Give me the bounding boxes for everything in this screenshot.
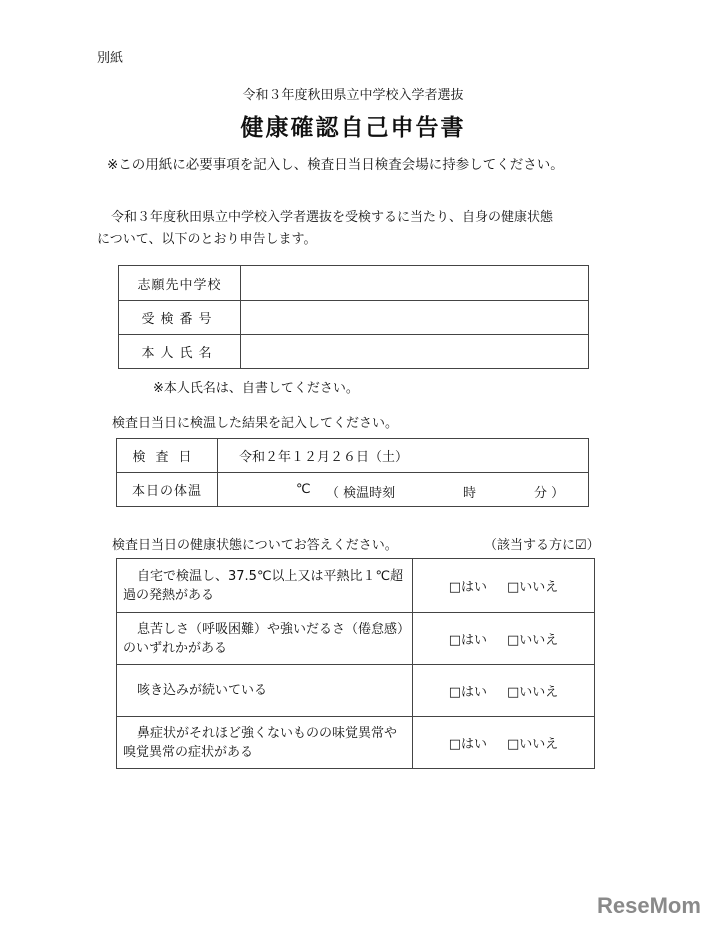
- school-field[interactable]: [241, 266, 589, 301]
- instruction: ※この用紙に必要事項を記入し、検査日当日検査会場に持参してください。: [107, 157, 564, 173]
- time-label: （ 検温時刻: [326, 486, 396, 501]
- yes-checkbox[interactable]: □はい: [448, 737, 487, 752]
- name-note: ※本人氏名は、自書してください。: [153, 381, 359, 396]
- table-row: [117, 717, 595, 769]
- no-checkbox[interactable]: □いいえ: [507, 685, 559, 700]
- intro-line-1: 令和３年度秋田県立中学校入学者選抜を受検するに当たり、自身の健康状態: [111, 210, 554, 225]
- intro-line-2: について、以下のとおり申告します。: [97, 232, 317, 247]
- label-body-temp: 本日の体温: [117, 473, 218, 507]
- yes-checkbox[interactable]: □はい: [448, 685, 487, 700]
- question-breathing: 息苦しさ（呼吸困難）や強いだるさ（倦怠感）のいずれかがある: [117, 613, 413, 665]
- name-field[interactable]: [241, 335, 589, 369]
- no-checkbox[interactable]: □いいえ: [507, 633, 559, 648]
- question-fever: 自宅で検温し、37.5℃以上又は平熱比１℃超過の発熱がある: [117, 559, 413, 613]
- label-exam-date: 検査日: [117, 439, 218, 473]
- minute-label: 分 ）: [534, 486, 565, 501]
- resemom-watermark-logo: ReseMom: [597, 893, 701, 918]
- no-checkbox[interactable]: □いいえ: [507, 580, 559, 595]
- applicant-table: [118, 265, 589, 369]
- label-name: 本人氏名: [119, 335, 241, 369]
- celsius-unit: ℃: [296, 482, 311, 497]
- question-taste-smell: 鼻症状がそれほど強くないものの味覚異常や嗅覚異常の症状がある: [117, 717, 413, 769]
- hour-label: 時: [463, 486, 477, 501]
- label-school: 志願先中学校: [119, 266, 241, 301]
- attachment-label: 別紙: [97, 51, 124, 66]
- temp-instruction: 検査日当日に検温した結果を記入してください。: [112, 416, 399, 431]
- health-hint: （該当する方に☑）: [484, 538, 600, 553]
- no-checkbox[interactable]: □いいえ: [507, 737, 559, 752]
- health-instruction: 検査日当日の健康状態についてお答えください。: [112, 538, 398, 553]
- yes-checkbox[interactable]: □はい: [448, 633, 487, 648]
- temperature-table: [116, 438, 589, 507]
- table-row: [117, 665, 595, 717]
- table-row: [117, 559, 595, 613]
- table-row: [117, 613, 595, 665]
- yes-checkbox[interactable]: □はい: [448, 580, 487, 595]
- body-temp-field[interactable]: [218, 473, 589, 507]
- health-table: [116, 558, 595, 769]
- exam-number-field[interactable]: [241, 301, 589, 335]
- subtitle: 令和３年度秋田県立中学校入学者選抜: [242, 88, 464, 103]
- label-exam-number: 受検番号: [119, 301, 241, 335]
- question-cough: 咳き込みが続いている: [117, 665, 413, 717]
- exam-date-value: 令和２年１２月２６日（土）: [218, 439, 589, 473]
- page-title: 健康確認自己申告書: [240, 115, 466, 141]
